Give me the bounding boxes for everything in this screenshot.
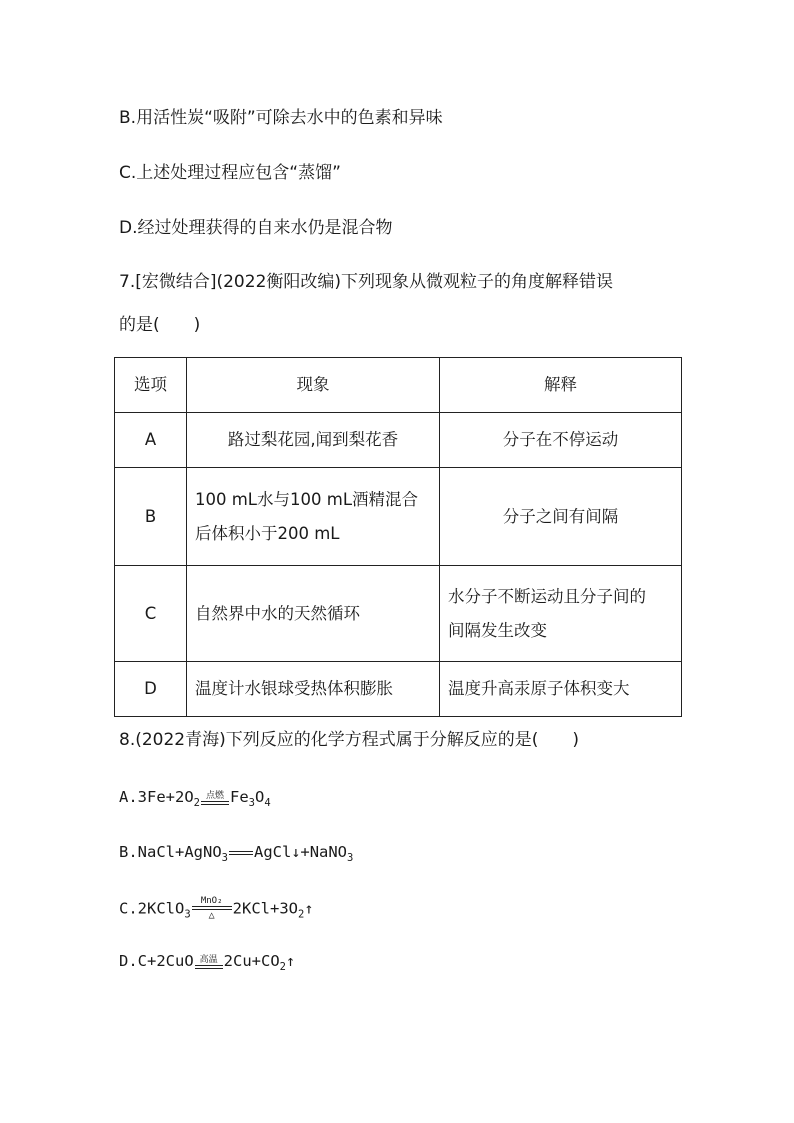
option-q6-d: D.经过处理获得的自来水仍是混合物 [119, 218, 393, 238]
option-q8-b: B.NaCl+AgNO$_3$ AgCl↓+NaNO$_3$ [119, 843, 354, 864]
equals-sign [229, 851, 253, 855]
table-row [115, 413, 682, 468]
option-q6-c: C.上述处理过程应包含“蒸馏” [119, 163, 341, 183]
row-phenomenon: 路过梨花园,闻到梨花香 [187, 413, 440, 468]
row-explanation-line: 水分子不断运动且分子间的 [448, 586, 646, 606]
gas-arrow: ↑ [286, 952, 296, 970]
row-phenomenon: 自然界中水的天然循环 [187, 566, 440, 662]
table-row [115, 468, 682, 566]
question-7-stem-line2: 的是( ) [119, 315, 201, 335]
question-7-stem-line1: 7.[宏微结合](2022衡阳改编)下列现象从微观粒子的角度解释错误 [119, 272, 614, 292]
option-q8-d: D.C+2CuO 高温 $2Cu+CO_2↑$ [119, 952, 296, 973]
question-8-stem: 8.(2022青海)下列反应的化学方程式属于分解反应的是( ) [119, 730, 580, 750]
row-option: B [115, 468, 187, 566]
table-row [115, 662, 682, 717]
question-7-table [114, 357, 682, 717]
header-phenomenon: 现象 [187, 358, 440, 413]
precipitate-arrow: ↓ [291, 843, 301, 861]
row-explanation [440, 566, 682, 662]
header-option: 选项 [115, 358, 187, 413]
option-q6-b: B.用活性炭“吸附”可除去水中的色素和异味 [119, 108, 443, 128]
table-header-row [115, 358, 682, 413]
option-q8-c: C.2KClO$_3$ MnO₂ △ $2KCl+3O_2↑$ [119, 896, 314, 921]
row-option: A [115, 413, 187, 468]
row-phenomenon [187, 468, 440, 566]
row-explanation: 温度升高汞原子体积变大 [440, 662, 682, 717]
row-phenomenon-line: 100 mL水与100 mL酒精混合 [195, 489, 419, 509]
reaction-condition: 点燃 [201, 791, 229, 805]
header-explanation: 解释 [440, 358, 682, 413]
row-explanation: 分子在不停运动 [440, 413, 682, 468]
row-option: C [115, 566, 187, 662]
option-q8-a: $A.3Fe+2O_2$ 点燃 $Fe_3O_4$ [119, 788, 271, 809]
reaction-condition: MnO₂ △ [192, 896, 232, 922]
table-row [115, 566, 682, 662]
gas-arrow: ↑ [304, 899, 314, 918]
row-option: D [115, 662, 187, 717]
row-phenomenon: 温度计水银球受热体积膨胀 [187, 662, 440, 717]
row-explanation-line: 间隔发生改变 [448, 620, 547, 640]
reaction-condition: 高温 [195, 955, 223, 969]
row-explanation: 分子之间有间隔 [440, 468, 682, 566]
row-phenomenon-line: 后体积小于200 mL [195, 523, 340, 543]
